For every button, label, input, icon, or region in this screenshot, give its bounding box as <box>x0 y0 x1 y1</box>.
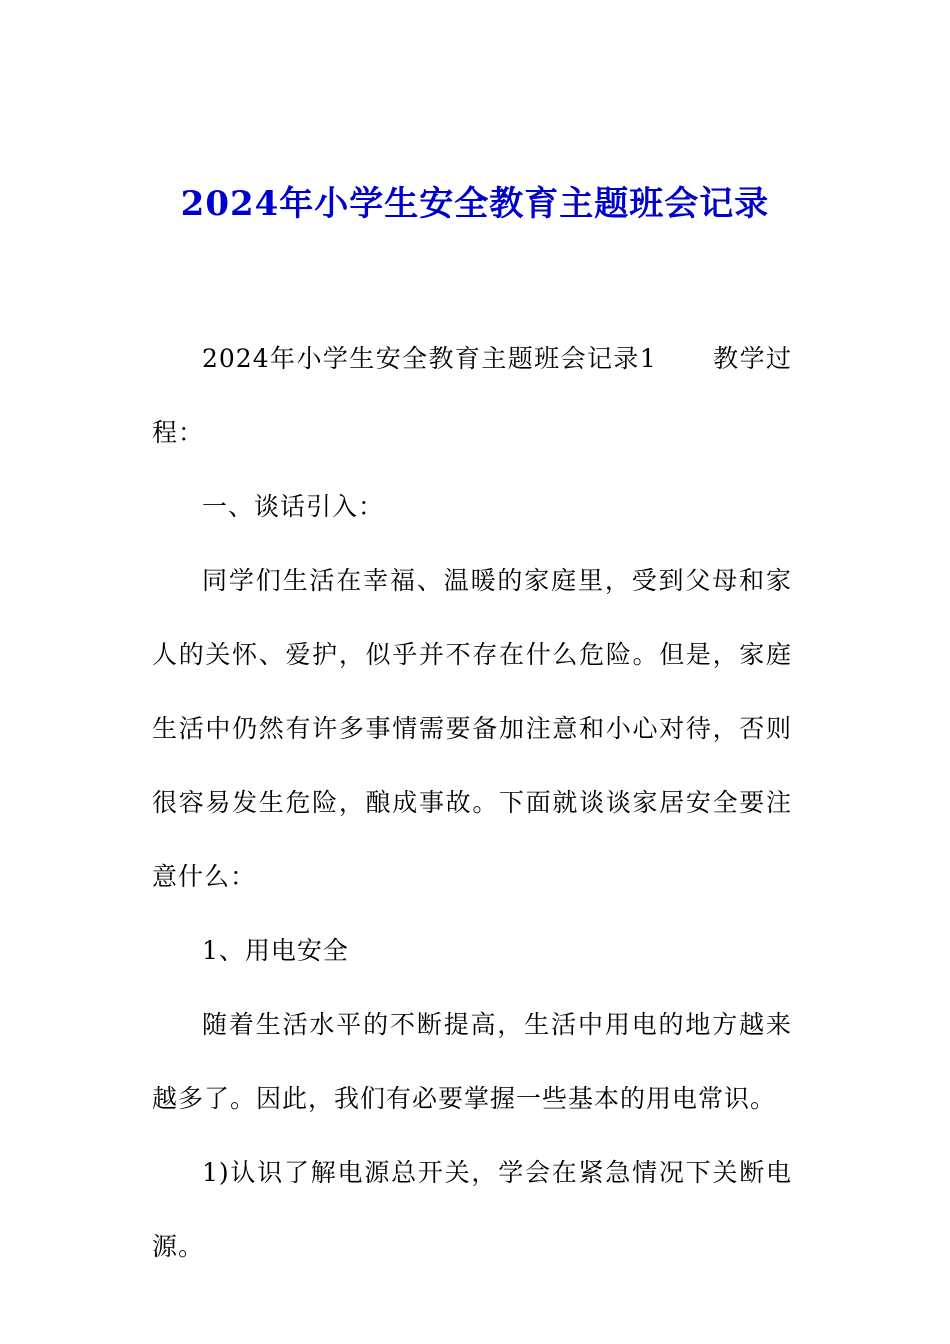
paragraph: 同学们生活在幸福、温暖的家庭里，受到父母和家人的关怀、爱护，似乎并不存在什么危险。但是，家庭生活中仍然有许多事情需要备加注意和小心对待，否则很容易发生危险，酿成事故。下面就谈谈家居安全要注意什么： <box>152 566 792 891</box>
paragraph: 一、谈话引入： <box>202 492 385 521</box>
document-body <box>152 322 792 1284</box>
section-label: 教学过程： <box>152 344 792 447</box>
document-title: 2024年小学生安全教育主题班会记录 <box>180 184 770 224</box>
section-heading: 2024年小学生安全教育主题班会记录1 <box>202 344 657 373</box>
paragraph: 随着生活水平的不断提高，生活中用电的地方越来越多了。因此，我们有必要掌握一些基本的用电常识。 <box>152 1010 792 1113</box>
paragraph-intro <box>152 322 792 470</box>
paragraph: 1)认识了解电源总开关，学会在紧急情况下关断电源。 <box>152 1158 792 1261</box>
paragraph: 1、用电安全 <box>202 936 349 965</box>
